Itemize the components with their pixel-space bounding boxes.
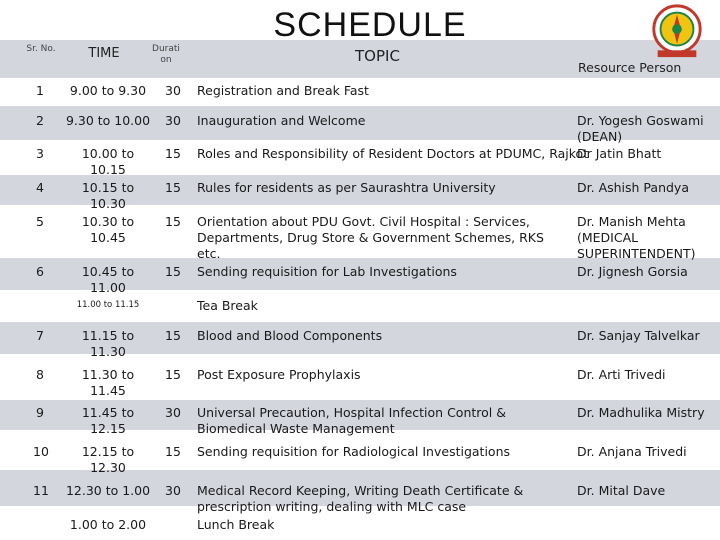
row-time: 9.30 to 10.00 <box>65 113 151 128</box>
row-topic: Registration and Break Fast <box>197 83 369 98</box>
row-duration: 30 <box>165 405 181 420</box>
row-person: Dr. Jignesh Gorsia <box>577 264 688 279</box>
row-topic: Universal Precaution, Hospital Infection Control & Biomedical Waste Management <box>197 405 506 436</box>
row-duration: 15 <box>165 146 181 161</box>
row-person: Dr. Sanjay Talvelkar <box>577 328 700 343</box>
header-time: TIME <box>88 46 120 61</box>
row-time: 10.00 to 10.15 <box>81 146 135 177</box>
row-duration: 30 <box>165 83 181 98</box>
row-duration: 15 <box>165 214 181 229</box>
header-duration: Durati on <box>152 44 180 65</box>
page-title: SCHEDULE <box>273 6 467 44</box>
row-person: Dr. Ashish Pandya <box>577 180 689 195</box>
row-time: 11.45 to 12.15 <box>81 405 135 436</box>
row-duration: 30 <box>165 483 181 498</box>
header-topic: TOPIC <box>355 47 400 65</box>
row-time: 10.30 to 10.45 <box>81 214 135 245</box>
row-time: 11.30 to 11.45 <box>81 367 135 398</box>
row-topic: Rules for residents as per Saurashtra University <box>197 180 496 195</box>
row-topic: Sending requisition for Lab Investigations <box>197 264 457 279</box>
row-topic: Tea Break <box>197 298 258 313</box>
row-person: Dr Jatin Bhatt <box>577 146 662 161</box>
row-sr: 5 <box>36 214 44 229</box>
row-time: 11.15 to 11.30 <box>81 328 135 359</box>
institution-emblem-icon <box>648 2 706 60</box>
row-time: 10.15 to 10.30 <box>81 180 135 211</box>
row-time: 10.45 to 11.00 <box>81 264 135 295</box>
row-sr: 10 <box>33 444 49 459</box>
row-person: Dr. Anjana Trivedi <box>577 444 687 459</box>
header-person: Resource Person <box>578 60 682 75</box>
row-person: Dr. Arti Trivedi <box>577 367 666 382</box>
row-topic: Orientation about PDU Govt. Civil Hospital : Services, Departments, Drug Store & Government Schemes, RKS etc. <box>197 214 544 261</box>
row-person: Dr. Mital Dave <box>577 483 666 498</box>
row-duration: 15 <box>165 444 181 459</box>
row-person: Dr. Yogesh Goswami (DEAN) <box>577 113 704 144</box>
row-topic: Inauguration and Welcome <box>197 113 366 128</box>
row-time: 12.30 to 1.00 <box>65 483 151 498</box>
row-time: 9.00 to 9.30 <box>69 83 147 98</box>
row-time: 1.00 to 2.00 <box>69 517 147 532</box>
row-sr: 2 <box>36 113 44 128</box>
row-topic: Lunch Break <box>197 517 275 532</box>
row-topic: Blood and Blood Components <box>197 328 383 343</box>
row-sr: 1 <box>36 83 44 98</box>
row-topic: Roles and Responsibility of Resident Doctors at PDUMC, Rajkot <box>197 146 589 161</box>
row-sr: 9 <box>36 405 44 420</box>
row-sr: 4 <box>36 180 44 195</box>
row-duration: 15 <box>165 264 181 279</box>
row-duration: 15 <box>165 328 181 343</box>
row-person: Dr. Madhulika Mistry <box>577 405 705 420</box>
row-duration: 15 <box>165 367 181 382</box>
row-topic: Sending requisition for Radiological Investigations <box>197 444 511 459</box>
row-time: 11.00 to 11.15 <box>76 300 140 310</box>
row-sr: 6 <box>36 264 44 279</box>
row-topic: Medical Record Keeping, Writing Death Certificate & prescription writing, dealing with MLC case <box>197 483 524 514</box>
row-sr: 8 <box>36 367 44 382</box>
row-sr: 3 <box>36 146 44 161</box>
row-time: 12.15 to 12.30 <box>81 444 135 475</box>
row-sr: 11 <box>33 483 49 498</box>
row-sr: 7 <box>36 328 44 343</box>
row-topic: Post Exposure Prophylaxis <box>197 367 361 382</box>
row-person: Dr. Manish Mehta (MEDICAL SUPERINTENDENT) <box>577 214 696 261</box>
row-duration: 15 <box>165 180 181 195</box>
header-sr: Sr. No. <box>26 44 56 54</box>
row-duration: 30 <box>165 113 181 128</box>
